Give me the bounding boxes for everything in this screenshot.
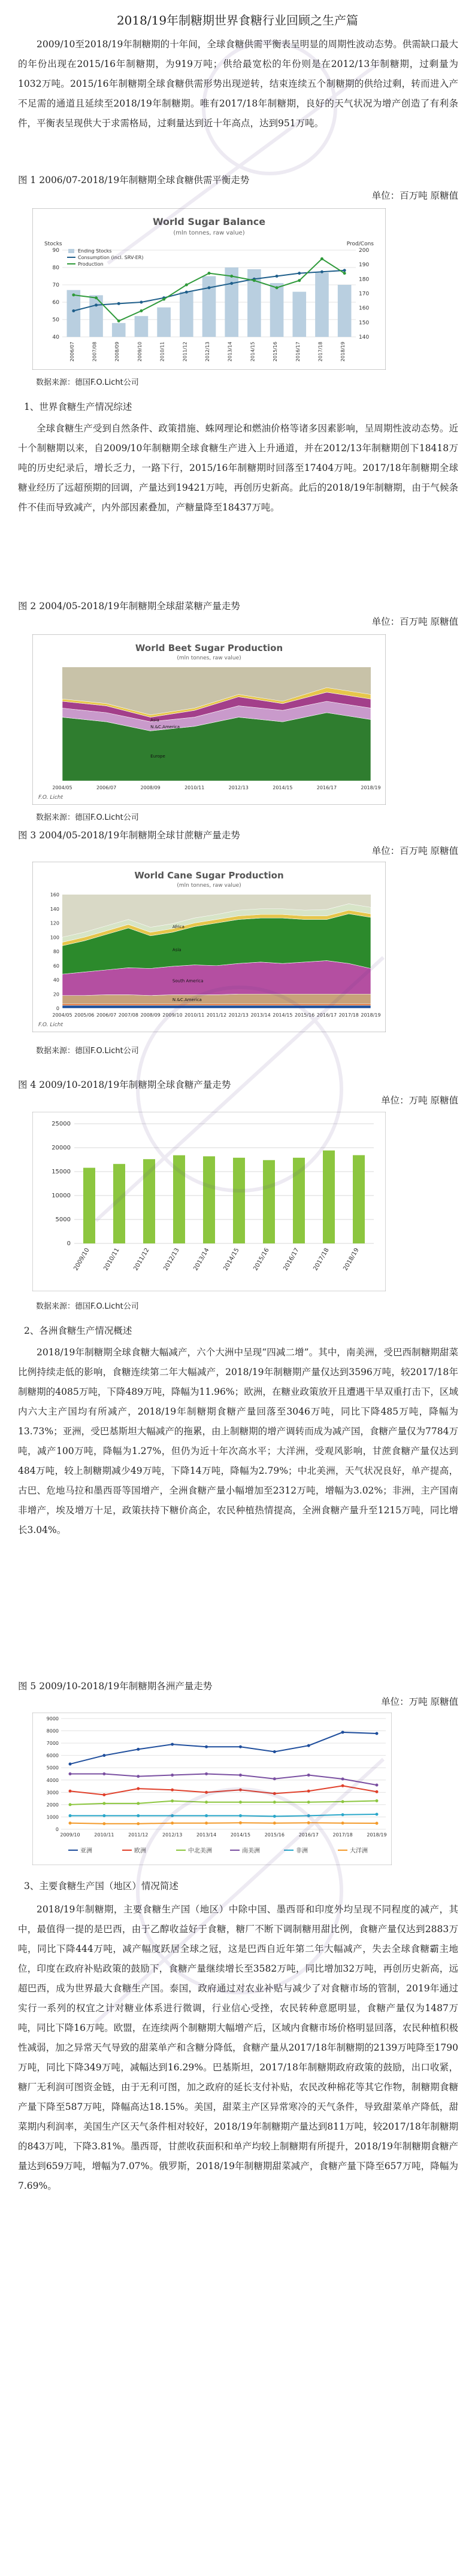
- section-heading-3: 3、主要食糖生产国（地区）情况简述: [24, 1881, 178, 1891]
- figure-4-label: 图 4 2009/10-2018/19年制糖期全球食糖产量走势: [18, 1079, 231, 1090]
- x-tick-label: 2009/10: [60, 1832, 80, 1838]
- tick-label: 5000: [46, 1765, 59, 1771]
- data-point: [69, 1763, 72, 1766]
- x-tick-label: 2009/10: [162, 1012, 183, 1018]
- data-point: [117, 320, 120, 323]
- data-point: [253, 279, 256, 282]
- data-point: [137, 1748, 140, 1751]
- tick-label: 1000: [46, 1814, 59, 1820]
- tick-label-left: 40: [52, 334, 59, 340]
- x-tick-label: 2018/19: [361, 1012, 381, 1018]
- data-point: [205, 1801, 208, 1803]
- tick-label-left: 90: [52, 248, 59, 254]
- figure-1-label: 图 1 2006/07-2018/19年制糖期全球食糖供需平衡走势: [18, 175, 250, 185]
- data-point: [137, 1822, 140, 1825]
- x-tick-label: 2012/13: [228, 1012, 249, 1018]
- area-series: [62, 994, 371, 1004]
- data-point: [307, 1774, 310, 1777]
- tick-label: 15000: [52, 1169, 71, 1175]
- area-series: [62, 713, 371, 781]
- section-heading-1: 1、世界食糖生产情况综述: [24, 402, 132, 412]
- bar: [323, 1151, 335, 1243]
- figure-4-source: 数据来源：德国F.O.Licht公司: [36, 1302, 139, 1311]
- x-tick-label: 2009/10: [137, 342, 143, 362]
- bar: [353, 1155, 365, 1243]
- x-tick-label: 2004/05: [52, 785, 72, 790]
- bar: [293, 1158, 305, 1243]
- data-point: [307, 1821, 310, 1824]
- data-point: [341, 1784, 344, 1787]
- data-point: [307, 1790, 310, 1793]
- x-tick-label: 2014/15: [273, 1012, 293, 1018]
- tick-label: 20: [53, 992, 59, 997]
- tick-label-left: 80: [52, 265, 59, 271]
- figure-3-caption: [18, 828, 458, 859]
- data-point: [69, 1772, 72, 1775]
- legend-label: 大洋洲: [350, 1848, 368, 1854]
- bar: [180, 292, 193, 337]
- data-point: [376, 1732, 379, 1735]
- x-tick-label: 2013/14: [196, 1832, 217, 1838]
- x-tick-label: 2015/16: [264, 1832, 285, 1838]
- x-tick-label: 2008/09: [114, 342, 120, 362]
- tick-label: 4000: [46, 1777, 59, 1783]
- data-point: [320, 257, 323, 260]
- data-point: [171, 1789, 174, 1792]
- data-point: [208, 286, 211, 289]
- tick-label: 10000: [52, 1193, 71, 1199]
- bar: [157, 308, 171, 337]
- data-point: [95, 296, 98, 299]
- data-point: [276, 286, 279, 289]
- figure-2-unit: 单位：百万吨 原糖值: [371, 616, 458, 627]
- tick-label: 80: [53, 949, 59, 954]
- data-point: [239, 1814, 242, 1817]
- data-point: [273, 1801, 276, 1803]
- bar: [112, 323, 126, 337]
- tick-label-left: 60: [52, 300, 59, 306]
- data-point: [171, 1821, 174, 1824]
- figure-4-unit: 单位：万吨 原糖值: [381, 1095, 458, 1106]
- x-tick-label: 2006/07: [69, 342, 75, 362]
- tick-label: 0: [56, 1006, 59, 1011]
- x-tick-label: 2016/17: [298, 1832, 319, 1838]
- data-point: [171, 1799, 174, 1802]
- data-point: [239, 1821, 242, 1824]
- x-tick-label: 2010/11: [102, 1247, 121, 1272]
- bar: [67, 290, 81, 337]
- x-tick-label: 2013/14: [192, 1247, 211, 1272]
- data-point: [205, 1821, 208, 1824]
- x-tick-label: 2018/19: [340, 342, 346, 362]
- chart-footer: F.O. Licht: [38, 1022, 63, 1028]
- data-point: [376, 1799, 379, 1802]
- tick-label: 8000: [46, 1728, 59, 1734]
- data-point: [205, 1791, 208, 1794]
- tick-label-right: 140: [359, 334, 370, 340]
- tick-label: 9000: [46, 1716, 59, 1722]
- figure-4-caption: [18, 1077, 458, 1108]
- data-point: [102, 1802, 105, 1805]
- data-point: [273, 1750, 276, 1753]
- x-tick-label: 2007/08: [92, 342, 98, 362]
- data-point: [205, 1745, 208, 1748]
- x-tick-label: 2014/15: [250, 342, 256, 362]
- bar: [263, 1160, 275, 1243]
- series-label: Europe: [150, 754, 165, 759]
- tick-label: 6000: [46, 1753, 59, 1759]
- data-point: [239, 1801, 242, 1803]
- chart-world-sugar-balance: [32, 208, 386, 370]
- data-point: [376, 1790, 379, 1793]
- figure-5-label: 图 5 2009/10-2018/19年制糖期各洲产量走势: [18, 1681, 213, 1692]
- tick-label-right: 200: [359, 248, 370, 254]
- bar: [270, 283, 284, 337]
- x-tick-label: 2014/15: [222, 1247, 241, 1272]
- legend-label: Production: [78, 261, 104, 267]
- data-point: [239, 1745, 242, 1748]
- paragraph-4: 2018/19年制糖期，主要食糖生产国（地区）中除中国、墨西哥和印度外均呈现不同程度的减产，其中，最值得一提的是巴西，由于乙醇收益好于食糖，糖厂不断下调制糖用甜比例，食糖产量仅达到2883万吨，同比下降444万吨，减产幅度跃居全球之冠，这是巴西自近年第二年大幅减产，失去全球食糖霸主地位，印度在政府补贴政策的鼓励下，食糖产量继续增长至3582万吨，同比增加32万吨，再创历史新高，远超巴西，成为世界最大食糖生产国。泰国，政府通过对农业补贴与减少了对食糖市场的管制，2019年通过实行一系列的权宜之计对糖业体系进行微调，行业信心受挫，农民转种意愿明显，食糖产量仅为1487万吨，同比下降16万吨。欧盟，在连续两个制糖期大幅增产后，区域内食糖市场价格明显回落，农民种植积极性减弱，加之异常天气导致的甜菜单产和含糖分降低，食糖产量从2017/18年制糖期的2139万吨降至1790万吨，同比下降349万吨，减幅达到16.29%。巴基斯坦，2017/18年制糖期政府政策的鼓励，出口收紧，糖厂无利润可图资金链，由于无利可图，加之政府的延长支付补贴，农民改种棉花等其它作物，制糖期食糖产量下降至587万吨，降幅高达18.15%。美国，甜菜主产区异常寒冷的天气条件，导致甜菜单产降低，甜菜期内利润率，美国生产区天气条件相对较好，2018/19年制糖期产量达到811万吨，较2017/18年制糖期的843万吨，下降3.81%。墨西哥，甘蔗收获面积和单产均较上制糖期有所提升，2018/19年制糖期食糖产量达到659万吨，增幅为7.07%。俄罗斯，2018/19年制糖期甜菜减产，食糖产量下降至657万吨，降幅为7.69%。: [18, 1904, 458, 2191]
- data-point: [137, 1787, 140, 1790]
- paragraph-1: 2009/10至2018/19年制糖期的十年间，全球食糖供需平衡表呈明显的周期性波动态势。供需缺口最大的年份出现在2015/16年制糖期，为919万吨；供给最宽松的年份则是在2012/13年制糖期，过剩量为1032万吨。2015/16年制糖期全球食糖供需形势出现逆转，结束连续五个制糖期的供给过剩，转而进入产不足需的通道且延续至2018/19年制糖期。唯有2017/18年制糖期，良好的天气状况为增产创造了有利条件，平衡表呈现供大于求需格局，过剩量达到近十年高点，达到951万吨。: [18, 39, 458, 129]
- data-point: [273, 1777, 276, 1780]
- data-point: [102, 1772, 105, 1775]
- figure-1-unit: 单位：百万吨 原糖值: [371, 190, 458, 201]
- tick-label-right: 160: [359, 305, 370, 312]
- data-point: [273, 1821, 276, 1824]
- data-point: [72, 309, 75, 312]
- data-point: [102, 1793, 105, 1796]
- data-point: [230, 282, 233, 285]
- x-tick-label: 2009/10: [72, 1247, 91, 1272]
- data-point: [273, 1815, 276, 1818]
- data-point: [205, 1772, 208, 1775]
- x-tick-label: 2011/12: [182, 342, 188, 362]
- x-tick-label: 2013/14: [250, 1012, 271, 1018]
- x-tick-label: 2015/16: [252, 1247, 271, 1272]
- data-point: [376, 1813, 379, 1816]
- chart-frame: [32, 1713, 392, 1865]
- data-point: [72, 293, 75, 296]
- x-tick-label: 2016/17: [316, 1012, 337, 1018]
- data-point: [140, 301, 143, 304]
- data-point: [171, 1743, 174, 1746]
- data-point: [276, 275, 279, 278]
- chart-world-sugar-production: [32, 1112, 386, 1291]
- tick-label: 140: [50, 906, 59, 912]
- bar: [202, 276, 216, 337]
- tick-label-right: 190: [359, 262, 370, 269]
- bar: [113, 1164, 125, 1243]
- tick-label-left: 70: [52, 282, 59, 288]
- data-point: [341, 1730, 344, 1733]
- tick-label: 100: [50, 935, 59, 941]
- area-series: [62, 1005, 371, 1008]
- data-point: [298, 272, 301, 275]
- data-point: [341, 1800, 344, 1803]
- tick-label: 0: [66, 1240, 71, 1247]
- x-tick-label: 2017/18: [338, 1012, 359, 1018]
- series-label: N.&C.America: [172, 997, 202, 1003]
- data-point: [102, 1814, 105, 1817]
- x-tick-label: 2010/11: [184, 785, 205, 790]
- data-point: [137, 1802, 140, 1805]
- series-label: Africa: [172, 924, 184, 929]
- data-point: [376, 1784, 379, 1787]
- chart-world-cane-sugar-production: [32, 862, 386, 1032]
- bar: [338, 285, 352, 337]
- data-point: [102, 1822, 105, 1825]
- data-point: [171, 1814, 174, 1817]
- x-tick-label: 2007/08: [118, 1012, 138, 1018]
- data-point: [171, 1774, 174, 1777]
- data-point: [320, 270, 323, 273]
- x-tick-label: 2016/17: [282, 1247, 301, 1272]
- legend-label: 非洲: [296, 1848, 308, 1854]
- data-point: [117, 302, 120, 305]
- tick-label: 25000: [52, 1121, 71, 1127]
- data-point: [69, 1803, 72, 1806]
- figure-3-unit: 单位：百万吨 原糖值: [371, 846, 458, 856]
- tick-label-left: 50: [52, 317, 59, 323]
- x-tick-label: 2008/09: [140, 785, 161, 790]
- x-tick-label: 2010/11: [159, 342, 165, 362]
- data-point: [230, 275, 233, 278]
- figure-3-source: 数据来源：德国F.O.Licht公司: [36, 1047, 139, 1056]
- chart-world-beet-sugar-production: [32, 634, 386, 805]
- x-tick-label: 2010/11: [94, 1832, 114, 1838]
- x-tick-label: 2018/19: [367, 1832, 387, 1838]
- x-tick-label: 2016/17: [316, 785, 337, 790]
- data-point: [239, 1774, 242, 1777]
- data-point: [140, 309, 143, 312]
- x-tick-label: 2014/15: [273, 785, 293, 790]
- data-point: [343, 269, 346, 272]
- data-point: [341, 1778, 344, 1781]
- data-point: [69, 1790, 72, 1793]
- series-label: N.&C.America: [150, 724, 180, 729]
- bar: [315, 273, 329, 337]
- legend-label: 欧洲: [134, 1848, 146, 1854]
- tick-label: 3000: [46, 1790, 59, 1796]
- x-tick-label: 2014/15: [230, 1832, 251, 1838]
- x-tick-label: 2015/16: [273, 342, 279, 362]
- x-tick-label: 2012/13: [162, 1247, 181, 1272]
- tick-label: 160: [50, 892, 59, 898]
- figure-2-caption: [18, 598, 458, 629]
- series-label: Asia: [150, 717, 159, 723]
- x-tick-label: 2017/18: [332, 1832, 353, 1838]
- tick-label: 20000: [52, 1145, 71, 1151]
- tick-label-right: 150: [359, 320, 370, 326]
- data-point: [376, 1822, 379, 1825]
- x-tick-label: 2006/07: [96, 785, 117, 790]
- figure-3-label: 图 3 2004/05-2018/19年制糖期全球甘蔗糖产量走势: [18, 830, 240, 841]
- legend-label: Consumption (incl. SRV-ER): [78, 255, 144, 260]
- x-tick-label: 2004/05: [52, 1012, 72, 1018]
- data-point: [162, 298, 165, 301]
- data-point: [307, 1744, 310, 1747]
- data-point: [298, 279, 301, 282]
- chart-subtitle: (mln tonnes, raw value): [173, 230, 245, 236]
- section-heading-2: 2、各洲食糖生产情况概述: [24, 1325, 132, 1336]
- x-tick-label: 2018/19: [342, 1247, 361, 1272]
- tick-label: 40: [53, 977, 59, 983]
- chart-title: World Sugar Balance: [152, 216, 266, 227]
- x-tick-label: 2018/19: [361, 785, 381, 790]
- bar: [89, 295, 103, 337]
- data-point: [185, 291, 188, 294]
- chart-footer: F.O. Licht: [38, 795, 63, 801]
- y-axis-label-right: Prod/Cons: [346, 241, 374, 247]
- bar: [225, 267, 238, 337]
- y-axis-label-left: Stocks: [44, 241, 62, 247]
- x-tick-label: 2006/07: [96, 1012, 117, 1018]
- data-point: [137, 1814, 140, 1817]
- area-series: [62, 1004, 371, 1005]
- tick-label-right: 170: [359, 291, 370, 297]
- legend-label: 南美洲: [242, 1848, 260, 1854]
- x-tick-label: 2013/14: [227, 342, 233, 362]
- chart-title: World Beet Sugar Production: [135, 643, 283, 653]
- paragraph-2: 全球食糖生产受到自然条件、政策措施、蛛网理论和燃油价格等诸多因素影响，呈周期性波动态势。近十个制糖期以来，自2009/10年制糖期全球食糖生产进入上升通道，并在2012/13年制糖期创下18418万吨的历史纪录后，增长乏力，一路下行，2015/16年制糖期时回落至17404万吨。2017/18年制糖期全球糖业经历了远超预期的回调，产量达到19421万吨，再创历史新高。此后的2018/19年制糖期，由于气候条件不佳而导致减产，内外部因素叠加，产糖量降至18437万吨。: [18, 423, 458, 513]
- x-tick-label: 2005/06: [74, 1012, 95, 1018]
- x-tick-label: 2012/13: [228, 785, 249, 790]
- data-point: [307, 1801, 310, 1803]
- tick-label: 120: [50, 920, 59, 926]
- tick-label-right: 180: [359, 276, 370, 283]
- chart-continent-production: [32, 1713, 392, 1865]
- x-tick-label: 2012/13: [205, 342, 210, 362]
- figure-5-unit: 单位：万吨 原糖值: [381, 1696, 458, 1707]
- x-tick-label: 2015/16: [295, 1012, 315, 1018]
- data-point: [341, 1813, 344, 1816]
- tick-label: 60: [53, 963, 59, 969]
- bar: [135, 316, 149, 337]
- bar: [83, 1168, 95, 1243]
- chart-title: World Cane Sugar Production: [134, 870, 284, 881]
- series-label: Asia: [172, 947, 181, 953]
- data-point: [239, 1789, 242, 1792]
- x-tick-label: 2011/12: [206, 1012, 227, 1018]
- legend-swatch: [68, 249, 74, 253]
- x-tick-label: 2011/12: [128, 1832, 149, 1838]
- bar: [203, 1156, 215, 1243]
- data-point: [102, 1754, 105, 1757]
- tick-label: 2000: [46, 1802, 59, 1808]
- page-title: 2018/19年制糖期世界食糖行业回顾之生产篇: [116, 13, 359, 28]
- bar: [143, 1159, 155, 1243]
- bar: [292, 292, 306, 337]
- data-point: [343, 272, 346, 275]
- series-label: South America: [172, 978, 204, 984]
- bar: [173, 1155, 185, 1243]
- x-tick-label: 2008/09: [140, 1012, 161, 1018]
- figure-5-caption: [18, 1678, 458, 1710]
- data-point: [273, 1792, 276, 1795]
- chart-subtitle: (mln tonnes, raw value): [177, 883, 241, 889]
- legend-label: 亚洲: [80, 1848, 92, 1854]
- data-point: [69, 1814, 72, 1817]
- tick-label: 7000: [46, 1741, 59, 1747]
- x-tick-label: 2010/11: [184, 1012, 205, 1018]
- bar: [233, 1158, 245, 1243]
- legend-label: 中北美洲: [188, 1848, 212, 1854]
- data-point: [208, 272, 211, 275]
- data-point: [185, 284, 188, 287]
- x-tick-label: 2017/18: [317, 342, 323, 362]
- paragraph-3: 2018/19年制糖期全球食糖大幅减产，六个大洲中呈现“四减二增”。其中，南美洲，受巴西制糖期甜菜比例持续走低的影响，食糖连续第二年大幅减产，2018/19年制糖期产量仅达到3596万吨，较2017/18年制糖期的4085万吨，下降489万吨，降幅为11.96%；欧洲，在糖业政策放开且遭遇干旱双重打击下，区域内六大主产国均有所减产，2018/19年制糖期食糖产量回落至3046万吨，同比下降485万吨，降幅为13.73%；亚洲，受巴基斯坦大幅减产的拖累，由上制糖期的增产调转而成为减产国，食糖产量仅为7784万吨，减产100万吨，降幅为1.27%，但仍为近十年次高水平；大洋洲，受观风影响，甘蔗食糖产量仅达到484万吨，较上制糖期减少49万吨，下降14万吨，降幅为2.79%；中北美洲，天气状况良好，单产提高，古巴、危地马拉和墨西哥等国增产，全洲食糖产量小幅增加至2312万吨，增幅为3.02%；非洲，主产国南非增产，埃及增万十足，政策扶持下糖价高企，农民种植热情提高，全洲食糖产量升至1215万吨，同比增长3.04%。: [18, 1347, 458, 1535]
- chart-subtitle: (mln tonnes, raw value): [177, 655, 241, 661]
- data-point: [95, 303, 98, 306]
- data-point: [69, 1821, 72, 1824]
- data-point: [205, 1814, 208, 1817]
- tick-label: 0: [55, 1827, 59, 1832]
- data-point: [307, 1814, 310, 1817]
- x-tick-label: 2012/13: [162, 1832, 183, 1838]
- x-tick-label: 2011/12: [132, 1247, 151, 1272]
- data-point: [341, 1821, 344, 1824]
- figure-1-source: 数据来源：德国F.O.Licht公司: [36, 378, 139, 387]
- tick-label: 5000: [55, 1216, 71, 1223]
- figure-2-label: 图 2 2004/05-2018/19年制糖期全球甜菜糖产量走势: [18, 601, 240, 612]
- figure-1-caption: [18, 172, 458, 203]
- figure-2-source: 数据来源：德国F.O.Licht公司: [36, 813, 139, 822]
- data-point: [137, 1775, 140, 1778]
- x-tick-label: 2016/17: [295, 342, 301, 362]
- x-tick-label: 2017/18: [312, 1247, 331, 1272]
- legend-label: Ending Stocks: [78, 248, 112, 254]
